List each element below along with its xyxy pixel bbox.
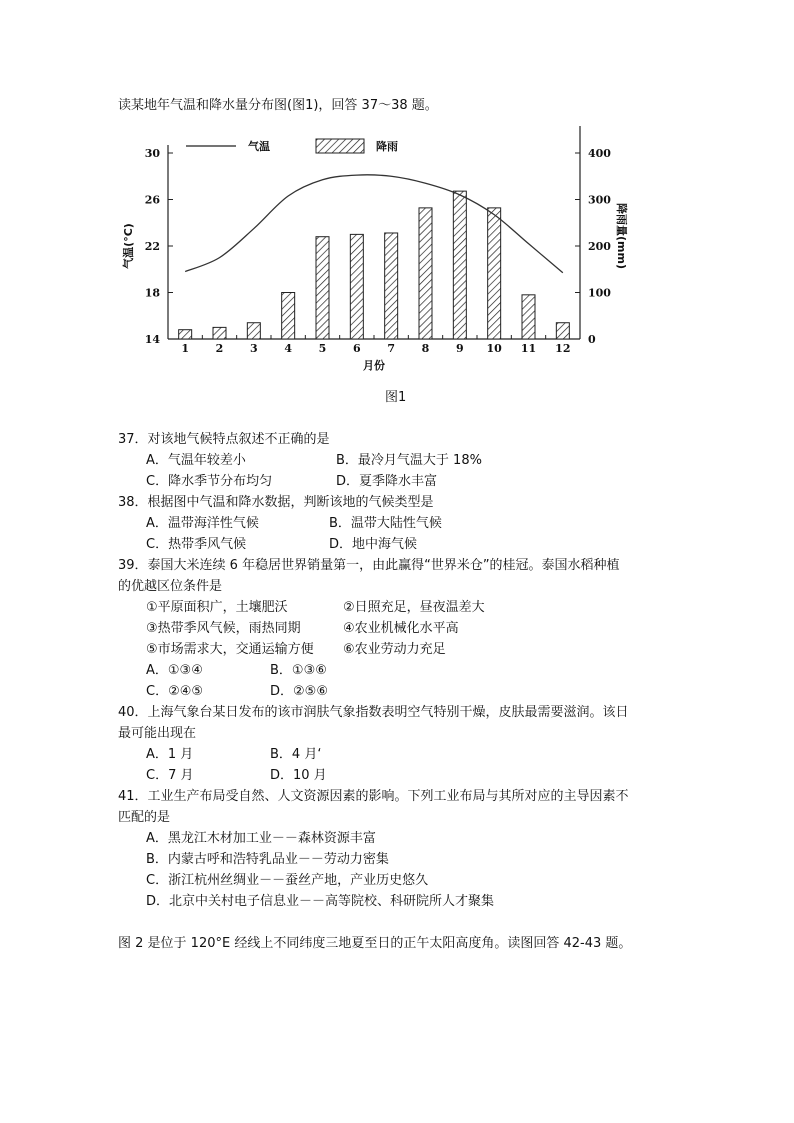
rain-bar	[385, 233, 398, 339]
q39-item-2: ②日照充足，昼夜温差大	[343, 600, 485, 615]
legend-rain-label: 降雨	[376, 140, 398, 153]
q40-option-b: B．4 月‘	[270, 747, 322, 762]
rain-bar	[282, 293, 295, 340]
x-tick-label: 2	[215, 342, 224, 355]
x-tick-label: 6	[353, 342, 361, 355]
x-tick-label: 3	[250, 342, 258, 355]
temperature-line	[185, 175, 563, 273]
q39-option-b: B．①③⑥	[270, 663, 327, 678]
rain-bar	[247, 323, 260, 339]
climate-chart	[118, 126, 628, 376]
q39-option-d: D．②⑤⑥	[270, 684, 328, 699]
legend-rain-swatch	[316, 139, 364, 153]
question-38-stem: 38．根据图中气温和降水数据，判断该地的气候类型是	[118, 495, 434, 510]
q40-option-d: D．10 月	[270, 768, 327, 783]
question-41-stem-line1: 41．工业生产布局受自然、人文资源因素的影响。下列工业布局与其所对应的主导因素不	[118, 789, 629, 804]
q41-option-d: D．北京中关村电子信息业－－高等院校、科研院所人才聚集	[146, 894, 495, 909]
figure-caption: 图1	[385, 390, 407, 405]
rain-bar	[488, 208, 501, 339]
rain-bar	[419, 208, 432, 339]
rain-bar	[453, 191, 466, 339]
q40-option-c: C．7 月	[146, 768, 194, 783]
x-tick-label: 11	[520, 342, 537, 355]
x-tick-label: 9	[456, 342, 464, 355]
question-39-stem-line1: 39．泰国大米连续 6 年稳居世界销量第一，由此赢得“世界米仓”的桂冠。泰国水稻种植	[118, 558, 620, 573]
q39-item-6: ⑥农业劳动力充足	[343, 642, 446, 657]
y-left-tick-label: 18	[144, 286, 160, 300]
y-right-tick-label: 200	[588, 240, 611, 253]
q38-option-d: D．地中海气候	[329, 537, 418, 552]
q40-option-a: A．1 月	[146, 747, 194, 762]
y-left-axis-title: 气温(°C)	[122, 223, 135, 269]
q39-item-3: ③热带季风气候，雨热同期	[146, 621, 301, 636]
y-left-tick-label: 22	[144, 240, 160, 253]
y-right-tick-label: 300	[588, 193, 611, 207]
x-tick-label: 4	[284, 342, 292, 355]
q39-item-4: ④农业机械化水平高	[343, 621, 459, 636]
rain-bar	[213, 327, 226, 339]
q37-option-c: C．降水季节分布均匀	[146, 474, 273, 489]
legend-temp-label: 气温	[248, 140, 270, 153]
y-left-tick-label: 26	[144, 193, 160, 207]
intro-text: 读某地年气温和降水量分布图(图1)，回答 37～38 题。	[118, 98, 438, 113]
x-tick-label: 12	[555, 342, 571, 355]
rain-bar	[350, 234, 363, 339]
footer-text: 图 2 是位于 120°E 经线上不同纬度三地夏至日的正午太阳高度角。读图回答 42-43 题。	[118, 936, 632, 951]
y-left-tick-label: 14	[144, 333, 160, 346]
q37-option-a: A．气温年较差小	[146, 453, 246, 468]
y-right-tick-label: 100	[588, 286, 611, 300]
question-40-stem-line2: 最可能出现在	[118, 726, 197, 741]
q41-option-b: B．内蒙古呼和浩特乳品业－－劳动力密集	[146, 852, 389, 867]
x-tick-label: 1	[181, 342, 189, 355]
question-41-stem-line2: 匹配的是	[118, 810, 171, 825]
q41-option-a: A．黑龙江木材加工业－－森林资源丰富	[146, 831, 376, 846]
q38-option-a: A．温带海洋性气候	[146, 516, 259, 531]
q39-item-5: ⑤市场需求大，交通运输方便	[146, 642, 314, 657]
chart-legend	[186, 139, 398, 153]
x-tick-label: 8	[421, 342, 430, 355]
q38-option-b: B．温带大陆性气候	[329, 516, 442, 531]
q37-option-b: B．最冷月气温大于 18%	[336, 453, 482, 468]
x-tick-label: 7	[387, 342, 395, 355]
x-tick-label: 5	[318, 342, 327, 355]
rain-bar	[522, 295, 535, 339]
q39-option-a: A．①③④	[146, 663, 203, 678]
x-axis-title: 月份	[363, 359, 385, 372]
q37-option-d: D．夏季降水丰富	[336, 474, 438, 489]
y-left-tick-label: 30	[144, 147, 160, 160]
question-37-stem: 37．对该地气候特点叙述不正确的是	[118, 432, 330, 447]
q41-option-c: C．浙江杭州丝绸业－－蚕丝产地，产业历史悠久	[146, 873, 429, 888]
rain-bar	[556, 323, 569, 339]
q39-option-c: C．②④⑤	[146, 684, 204, 699]
q39-item-1: ①平原面积广，土壤肥沃	[146, 600, 288, 615]
question-39-stem-line2: 的优越区位条件是	[118, 579, 223, 594]
rain-bar	[179, 330, 192, 339]
rain-bar	[316, 237, 329, 339]
y-right-axis-title: 降雨量(mm)	[615, 203, 628, 269]
y-right-tick-label: 400	[588, 147, 611, 160]
y-right-tick-label: 0	[588, 333, 596, 346]
q38-option-c: C．热带季风气候	[146, 537, 247, 552]
x-tick-label: 10	[486, 342, 502, 355]
question-40-stem-line1: 40．上海气象台某日发布的该市润肤气象指数表明空气特别干燥，皮肤最需要滋润。该日	[118, 705, 629, 720]
